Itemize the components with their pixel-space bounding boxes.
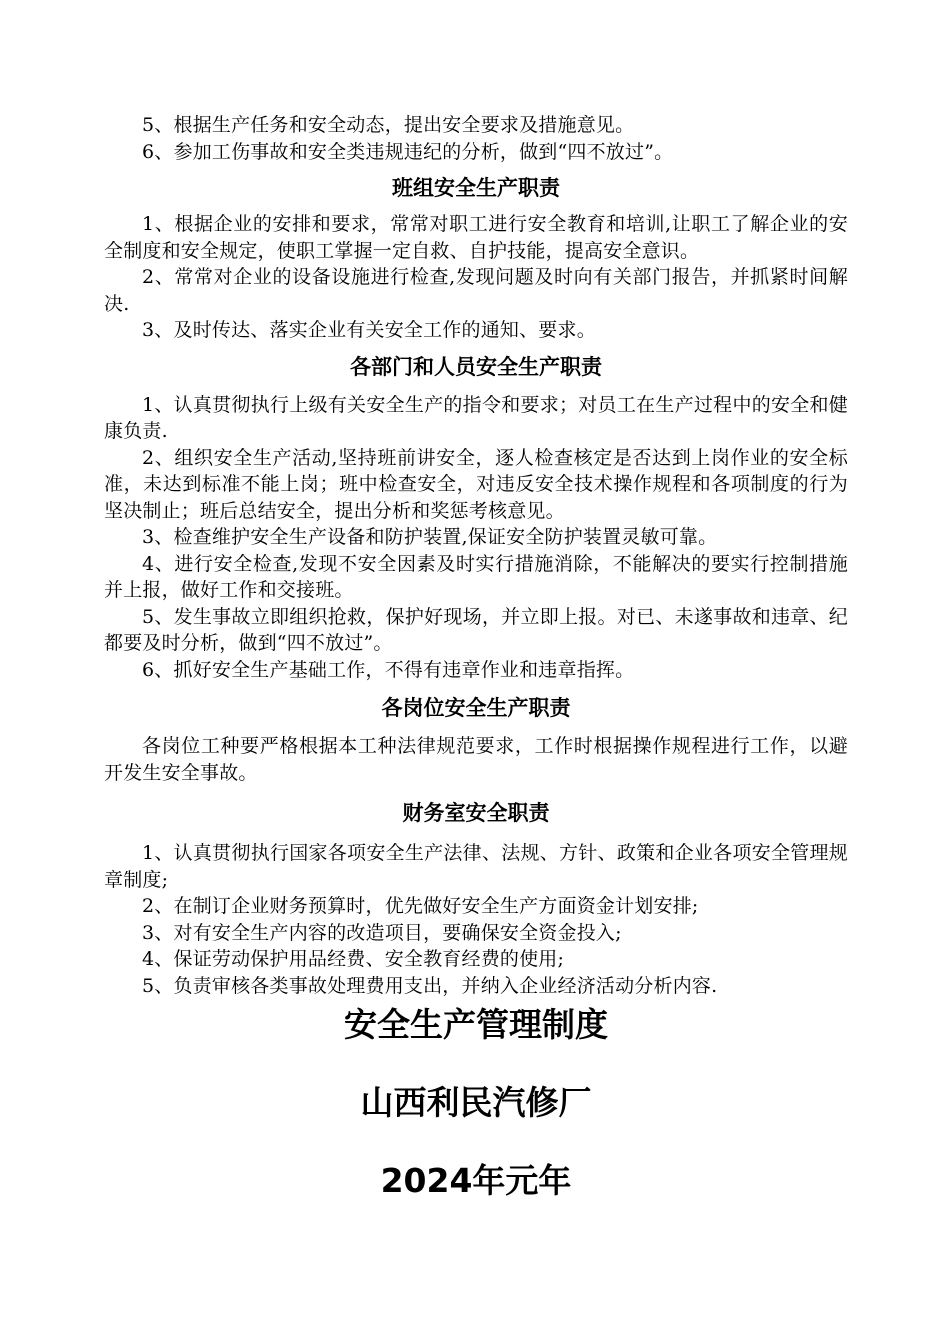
paragraph: 2、组织安全生产活动,坚持班前讲安全，逐人检查核定是否达到上岗作业的安全标准，未达到标准不能上岗；班中检查安全，对违反安全技术操作规程和各项制度的行为坚决制止；班后总结安全，提出分析和奖惩考核意见。: [104, 446, 848, 522]
paragraph: 3、及时传达、落实企业有关安全工作的通知、要求。: [142, 319, 596, 341]
paragraph: 4、进行安全检查,发现不安全因素及时实行措施消除，不能解决的要实行控制措施并上报，做好工作和交接班。: [104, 552, 848, 601]
paragraph: 1、根据企业的安排和要求，常常对职工进行安全教育和培训,让职工了解企业的安全制度和安全规定，使职工掌握一定自救、自护技能，提高安全意识。: [104, 213, 848, 262]
company-name: 山西利民汽修厂: [360, 1083, 592, 1122]
paragraph: 4、保证劳动保护用品经费、安全教育经费的使用;: [142, 948, 565, 970]
document-title: 安全生产管理制度: [344, 1005, 608, 1044]
intro-block: [104, 112, 848, 165]
section-departments: [104, 354, 848, 684]
paragraph: 3、检查维护安全生产设备和防护装置,保证安全防护装置灵敏可靠。: [142, 526, 718, 548]
section-title: 各岗位安全生产职责: [381, 696, 571, 720]
paragraph: 5、发生事故立即组织抢救，保护好现场，并立即上报。对已、未遂事故和违章、纪都要及时分析，做到“四不放过”。: [104, 605, 848, 654]
paragraph: 2、在制订企业财务预算时，优先做好安全生产方面资金计划安排;: [142, 895, 699, 917]
paragraph: 1、认真贯彻执行国家各项安全生产法律、法规、方针、政策和企业各项安全管理规章制度;: [104, 842, 848, 891]
cover-block: [104, 1005, 848, 1201]
paragraph: 1、认真贯彻执行上级有关安全生产的指令和要求；对员工在生产过程中的安全和健康负责.: [104, 393, 848, 442]
section-title: 各部门和人员安全生产职责: [350, 354, 602, 379]
paragraph: 6、参加工伤事故和安全类违规违纪的分析，做到“四不放过”。: [142, 140, 674, 163]
document-page: [104, 112, 848, 1201]
section-team: [104, 175, 848, 344]
paragraph: 5、根据生产任务和安全动态，提出安全要求及措施意见。: [142, 114, 635, 136]
paragraph: 5、负责审核各类事故处理费用支出，并纳入企业经济活动分析内容.: [142, 974, 718, 997]
section-positions: [104, 695, 848, 786]
paragraph: 6、抓好安全生产基础工作，不得有违章作业和违章指挥。: [142, 658, 635, 681]
paragraph: 2、常常对企业的设备设施进行检查,发现问题及时向有关部门报告，并抓紧时间解决.: [104, 266, 848, 315]
section-finance: [104, 800, 848, 999]
paragraph: 各岗位工种要严格根据本工种法律规范要求，工作时根据操作规程进行工作，以避开发生安全事故。: [104, 735, 848, 784]
paragraph: 3、对有安全生产内容的改造项目，要确保安全资金投入;: [142, 921, 622, 944]
document-year: 2024年元年: [380, 1161, 572, 1200]
section-title: 财务室安全职责: [402, 801, 550, 825]
section-title: 班组安全生产职责: [392, 176, 560, 200]
